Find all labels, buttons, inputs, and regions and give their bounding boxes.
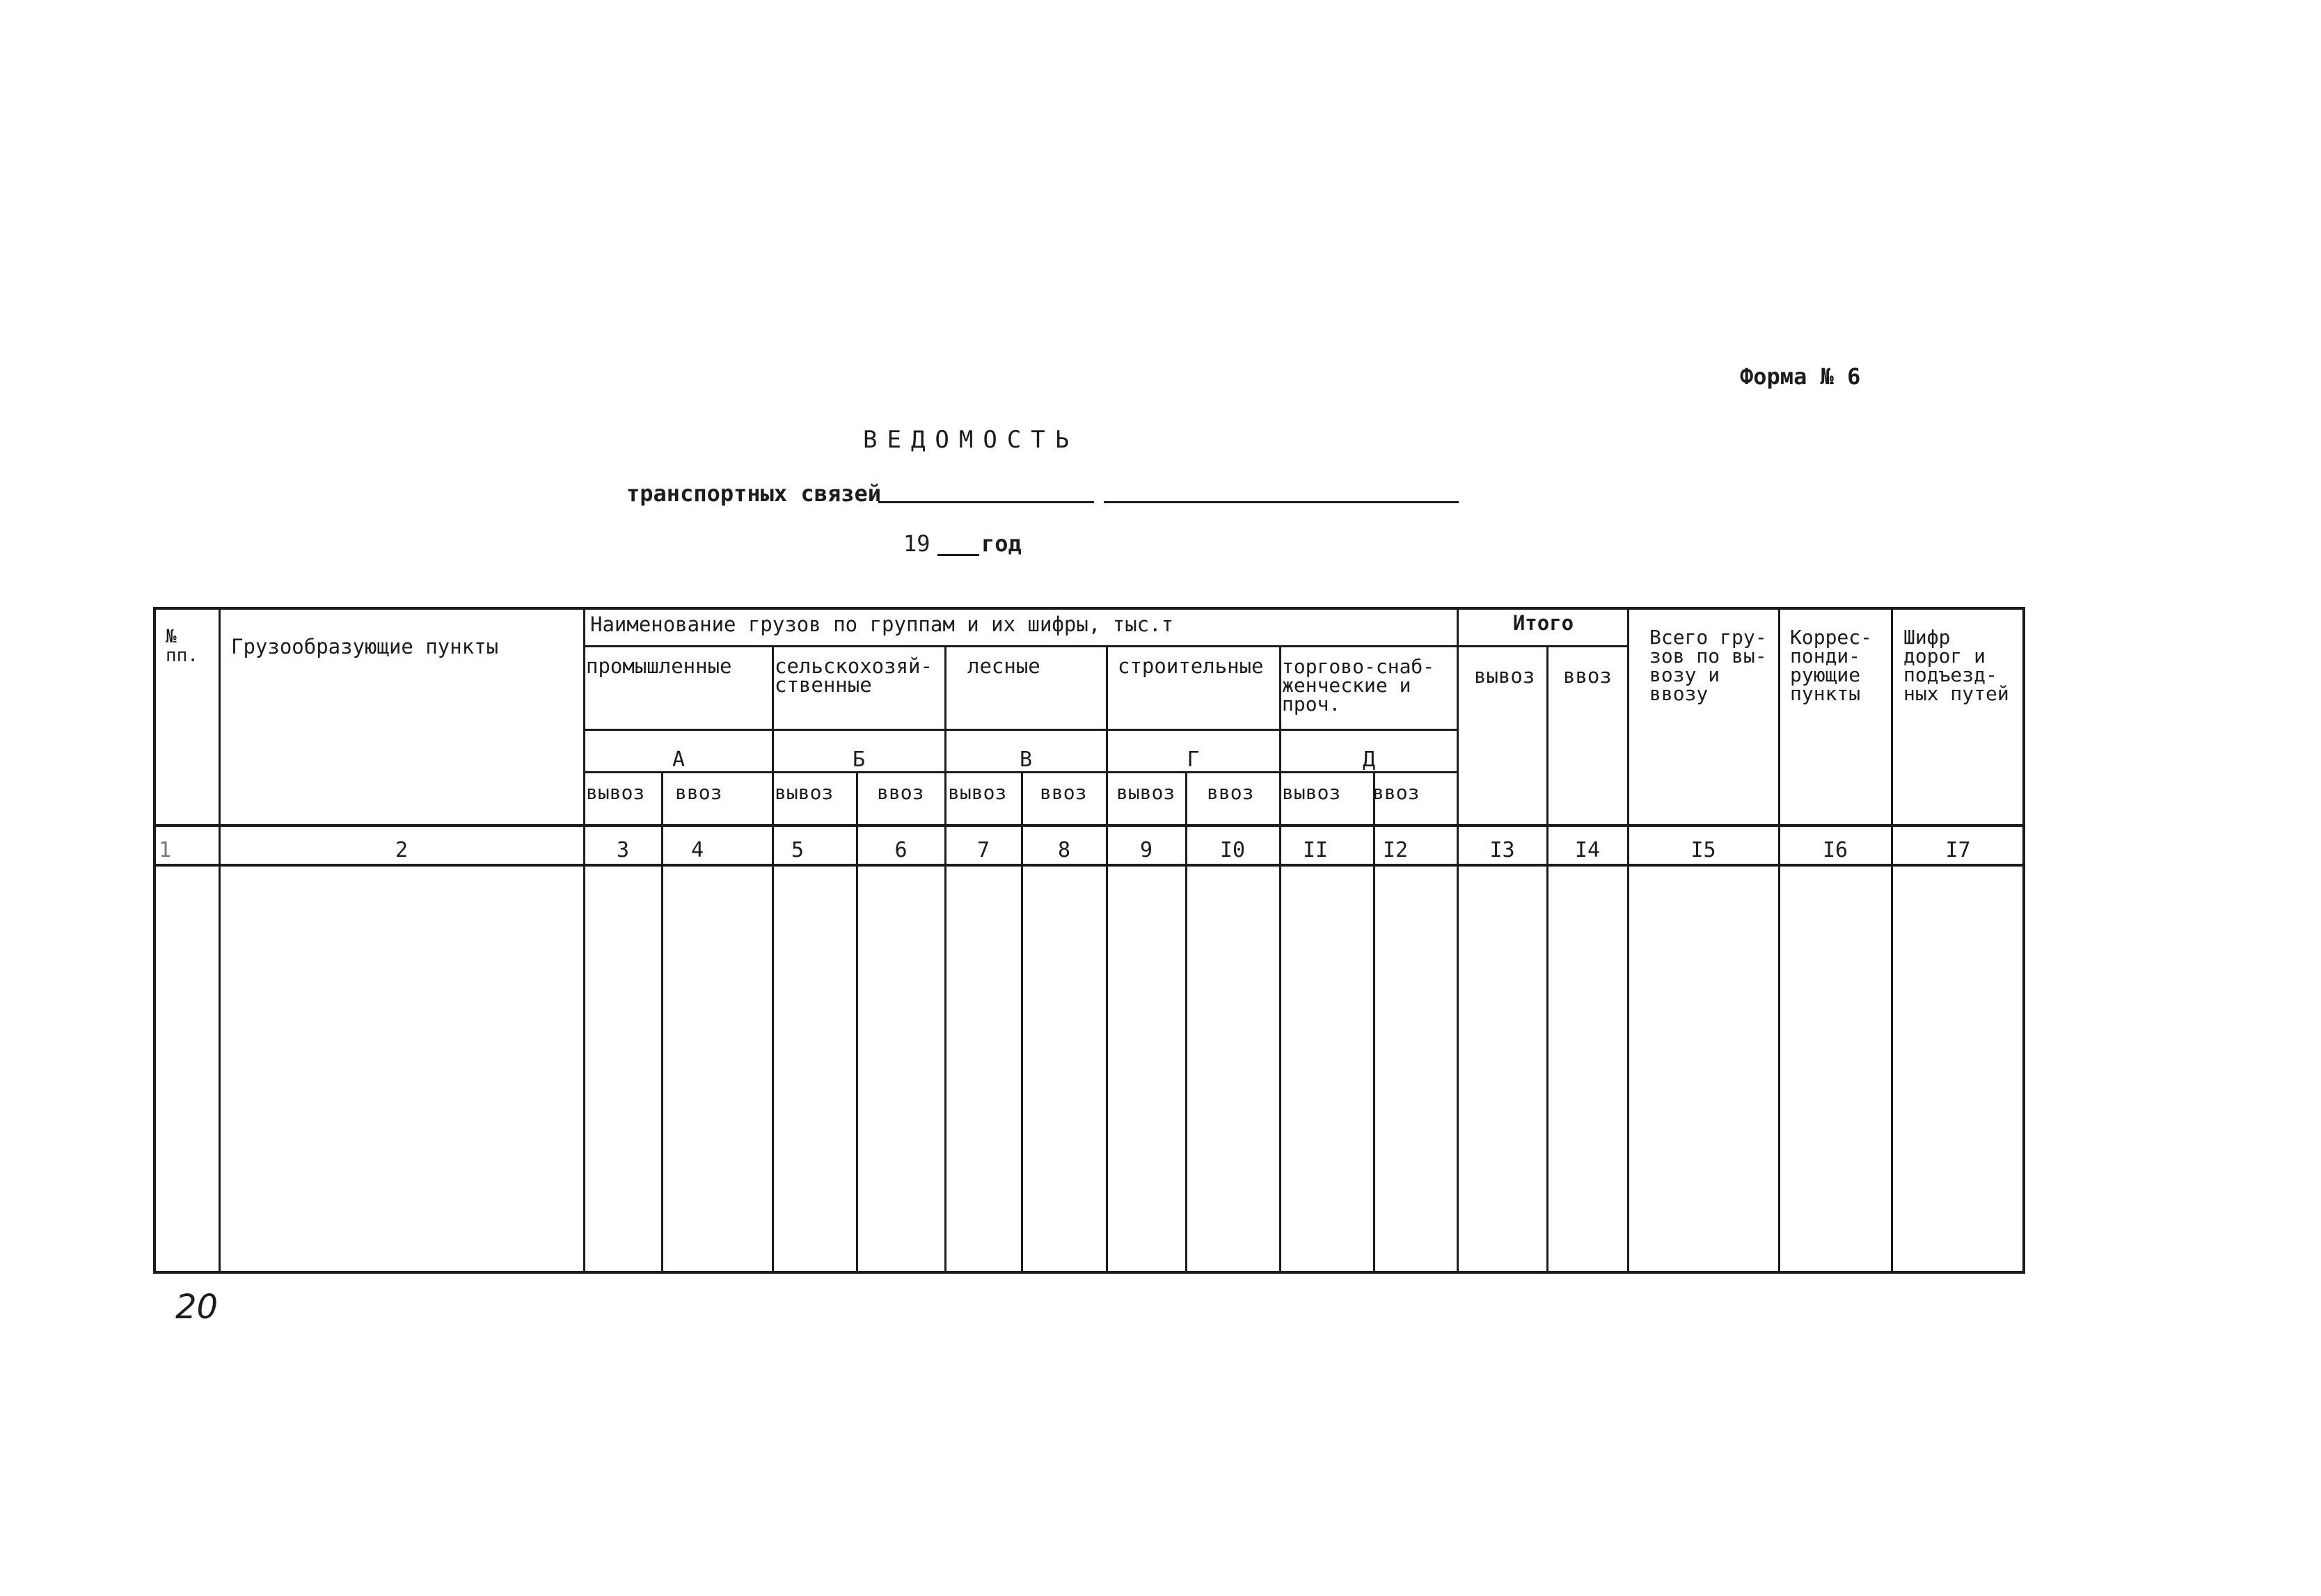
header-roads-code: Шифр дорог и подъезд- ных путей	[1903, 626, 2009, 705]
year-blank-line	[937, 554, 979, 556]
column-number: 9	[1139, 838, 1153, 862]
year-label: год	[981, 530, 1022, 557]
page-number: 20	[175, 1288, 219, 1327]
column-number: 6	[894, 838, 908, 862]
column-number: II	[1302, 838, 1329, 862]
column-number: 7	[976, 838, 990, 862]
group-b-import: ввоз	[877, 781, 924, 804]
group-name-construction: строительные	[1118, 654, 1264, 678]
header-cargo-groups: Наименование грузов по группам и их шифры, тыс.т	[590, 613, 1174, 636]
transport-links-table	[153, 607, 2025, 1274]
year-prefix: 19	[903, 530, 930, 557]
header-total-import: ввоз	[1563, 664, 1612, 688]
column-number: I5	[1690, 838, 1716, 862]
group-g-export: вывоз	[1116, 781, 1175, 804]
group-code-v: В	[1019, 748, 1033, 772]
grid-line	[944, 645, 946, 1274]
group-code-b: Б	[852, 748, 866, 772]
header-cargo-points: Грузообразующие пункты	[231, 635, 499, 658]
document-title: ВЕДОМОСТЬ	[863, 426, 1079, 454]
group-name-trade-supply: торгово-снаб- женческие и проч.	[1282, 655, 1435, 716]
column-number: 3	[616, 838, 630, 862]
grid-line	[1457, 607, 1459, 1274]
column-number: 2	[395, 838, 409, 862]
column-number: 4	[690, 838, 704, 862]
grid-line	[1458, 645, 1629, 647]
column-number: I2	[1382, 838, 1409, 862]
group-b-export: вывоз	[775, 781, 834, 804]
group-name-industrial: промышленные	[586, 654, 732, 678]
header-correspondent-points: Коррес- понди- рующие пункты	[1790, 626, 1873, 705]
grid-line	[1106, 645, 1108, 1274]
column-number: 8	[1057, 838, 1071, 862]
group-v-import: ввоз	[1040, 781, 1087, 804]
group-v-export: вывоз	[948, 781, 1007, 804]
column-number: I7	[1945, 838, 1971, 862]
grid-line	[153, 824, 2025, 827]
group-d-export: вывоз	[1282, 781, 1341, 804]
group-code-a: А	[672, 748, 686, 772]
grid-line	[219, 607, 221, 1274]
grid-line	[772, 645, 774, 1274]
grid-line	[585, 729, 1458, 731]
column-number: 1	[158, 838, 172, 862]
grid-line	[1627, 607, 1629, 1274]
group-code-g: Г	[1187, 748, 1200, 772]
grid-line	[1279, 645, 1281, 1274]
group-name-forest: лесные	[967, 654, 1040, 678]
grid-line	[1778, 607, 1780, 1274]
group-a-export: вывоз	[586, 781, 645, 804]
group-g-import: ввоз	[1207, 781, 1254, 804]
column-number: I0	[1219, 838, 1246, 862]
grid-line	[1546, 645, 1548, 1274]
grid-line	[153, 864, 2025, 867]
form-number: Форма № 6	[1740, 363, 1861, 390]
grid-line	[1891, 607, 1893, 1274]
header-total: Итого	[1512, 611, 1574, 635]
group-a-import: ввоз	[675, 781, 722, 804]
group-code-d: Д	[1362, 748, 1376, 772]
grid-line	[583, 607, 585, 1274]
document-subtitle: транспортных связей	[626, 480, 882, 507]
column-number: I4	[1574, 838, 1601, 862]
subtitle-blank-line	[1104, 501, 1459, 503]
group-name-agricultural: сельскохозяй- ственные	[775, 654, 933, 697]
header-all-cargo: Всего гру- зов по вы- возу и ввозу	[1649, 626, 1767, 705]
grid-line	[585, 645, 1458, 647]
header-total-export: вывоз	[1474, 664, 1535, 688]
group-d-import: ввоз	[1372, 781, 1420, 804]
column-number: 5	[791, 838, 805, 862]
column-number: I6	[1822, 838, 1848, 862]
column-number: I3	[1489, 838, 1515, 862]
subtitle-blank-line	[878, 501, 1094, 503]
header-row-number: № пп.	[166, 626, 198, 666]
